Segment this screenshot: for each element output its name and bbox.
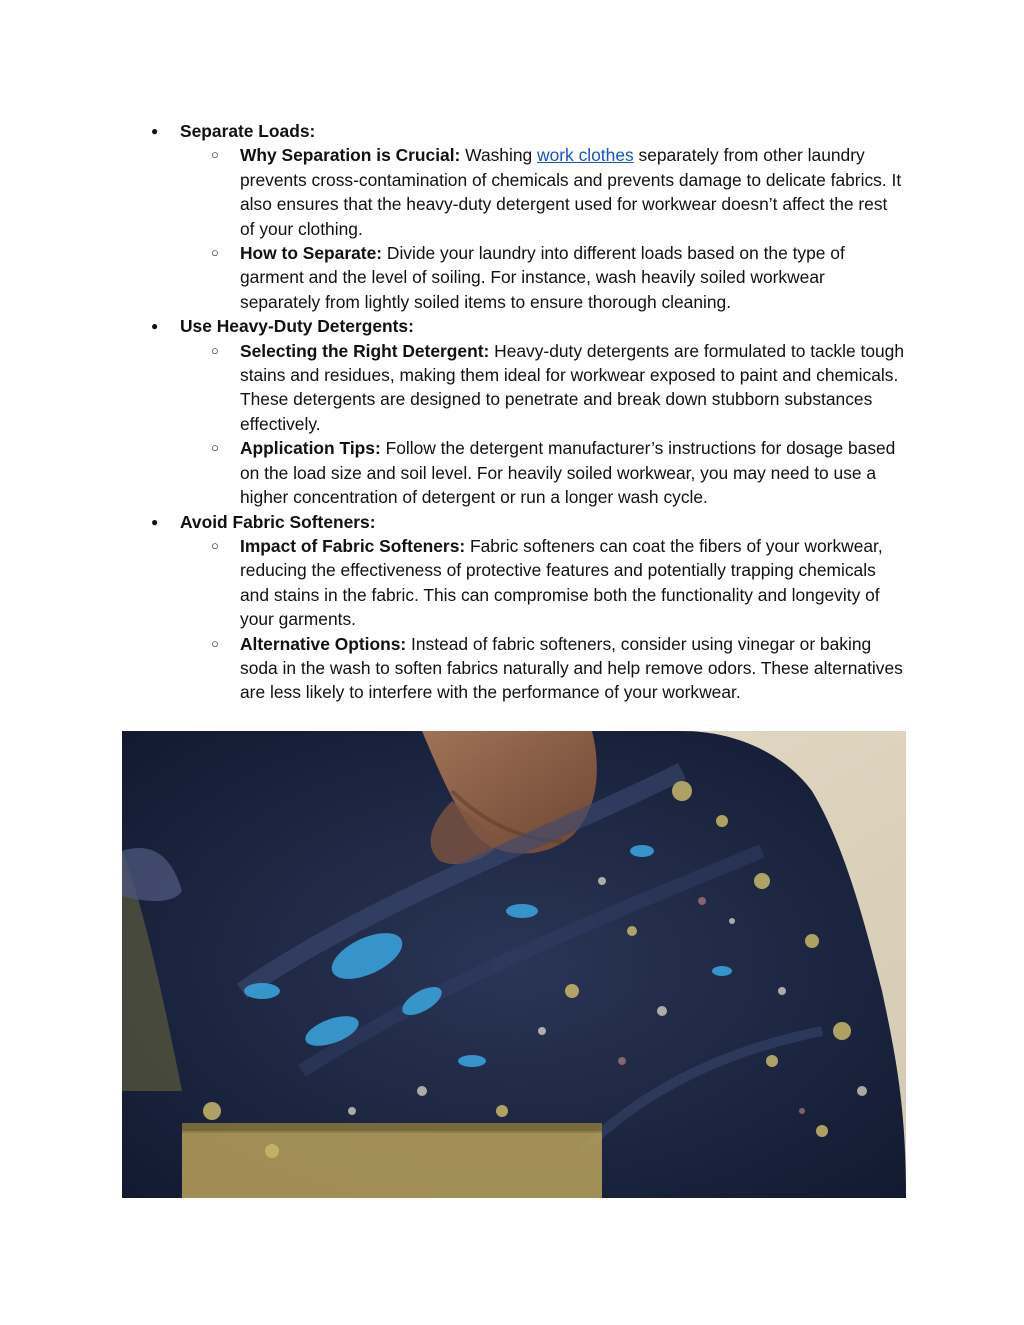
work-clothes-link[interactable]: work clothes: [537, 145, 634, 166]
item-text: Heavy-duty detergents are formulated to tackle tough stains and residues, making them ideal for workwear exposed to paint and chemicals. These detergents are designed to penetrate and break down stubborn substances effectively.: [240, 340, 905, 434]
item-text: Fabric softeners can coat the fibers of your workwear, reducing the effectiveness of protective features and potentially trapping chemicals and stains in the fabric. This can compromise both the functionality and longevity of your garments.: [240, 535, 883, 630]
list-item: [211, 241, 905, 314]
section-title: Use Heavy-Duty Detergents:: [180, 316, 414, 337]
circle-bullet-icon: ○: [211, 147, 219, 163]
item-text: separately from other laundry prevents cross-contamination of chemicals and prevents damage to delicate fabrics. It also ensures that the heavy-duty detergent used for workwear doesn’t affect the rest of your clothing.: [240, 145, 902, 239]
paint-splattered-workwear-photo: [122, 731, 906, 1198]
circle-bullet-icon: ○: [211, 440, 219, 456]
circle-bullet-icon: ○: [211, 635, 219, 651]
bullet-icon: ●: [151, 514, 159, 529]
tips-list: [0, 119, 1024, 705]
bullet-icon: ●: [151, 124, 159, 138]
item-lead: How to Separate:: [240, 243, 383, 264]
list-item: [211, 339, 905, 437]
section-separate-loads: [0, 119, 1024, 314]
section-title: Avoid Fabric Softeners:: [180, 511, 376, 532]
item-text: Follow the detergent manufacturer’s instructions for dosage based on the load size and soil level. For heavily soiled workwear, you may need to use a higher concentration of detergent or run a longer wash cycle.: [240, 438, 896, 508]
item-lead: Alternative Options:: [240, 633, 407, 654]
item-lead: Application Tips:: [240, 438, 381, 459]
item-text: Divide your laundry into different loads based on the type of garment and the level of soiling. For instance, wash heavily soiled workwear separately from lightly soiled items to ensure thorough cleaning.: [240, 243, 845, 312]
section-heavy-duty-detergents: [0, 314, 1024, 509]
item-text: Washing: [460, 145, 538, 166]
item-lead: Why Separation is Crucial:: [240, 145, 461, 166]
list-item: [211, 632, 905, 705]
circle-bullet-icon: ○: [211, 245, 219, 261]
sub-list: [180, 143, 1024, 314]
sub-list: [180, 534, 1024, 705]
circle-bullet-icon: ○: [211, 537, 219, 553]
item-text: Instead of fabric softeners, consider using vinegar or baking soda in the wash to soften fabrics naturally and help remove odors. These alternatives are less likely to interfere with the performance of your workwear.: [240, 633, 903, 703]
list-item: [211, 143, 905, 241]
list-item: [211, 534, 905, 632]
sub-list: [180, 339, 1024, 510]
item-lead: Selecting the Right Detergent:: [240, 340, 490, 361]
section-avoid-fabric-softeners: [0, 510, 1024, 705]
item-lead: Impact of Fabric Softeners:: [240, 535, 466, 556]
circle-bullet-icon: ○: [211, 342, 219, 358]
list-item: [211, 436, 905, 509]
bullet-icon: ●: [151, 319, 159, 334]
section-title: Separate Loads:: [180, 121, 316, 141]
document-body: [0, 119, 1024, 705]
